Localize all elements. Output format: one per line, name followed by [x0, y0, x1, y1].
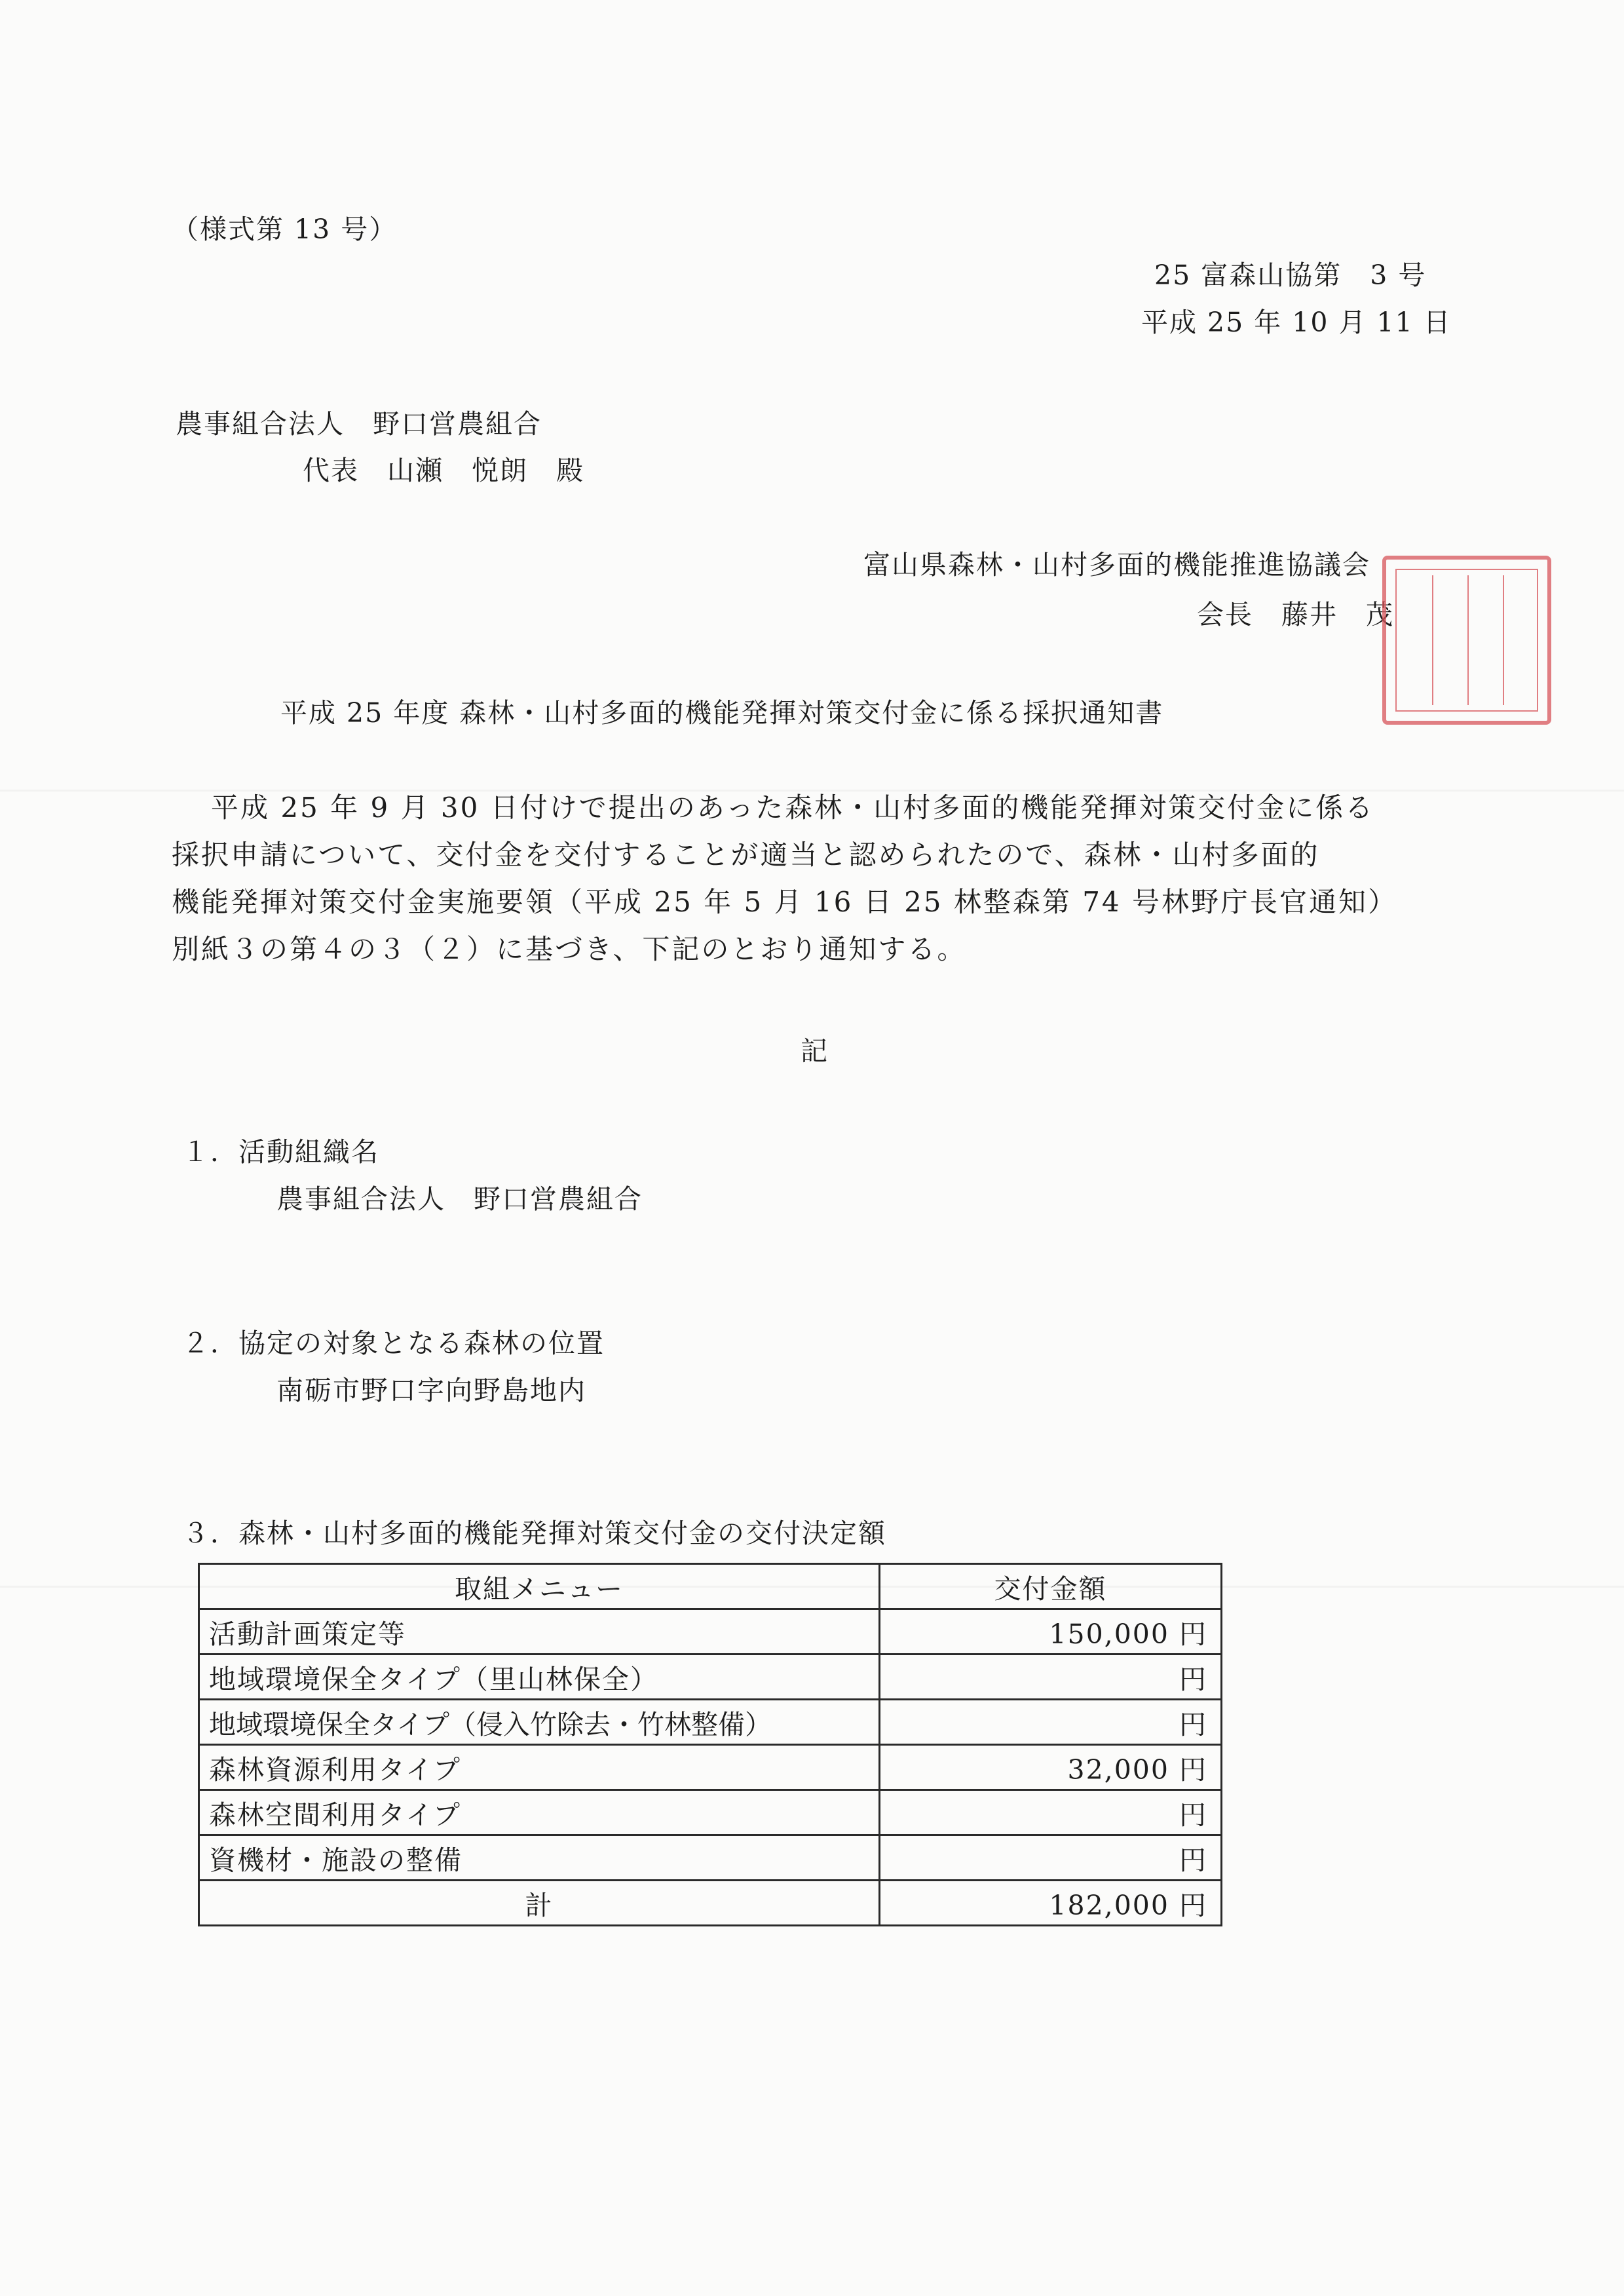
table-row: [199, 1745, 1222, 1790]
section-heading: ２．協定の対象となる森林の位置: [182, 1328, 605, 1359]
menu-cell: 森林空間利用タイプ: [199, 1790, 880, 1835]
section-heading: １．活動組織名: [182, 1136, 379, 1168]
grant-amount-table: [198, 1563, 1222, 1926]
ki-marker: 記: [801, 1035, 829, 1067]
column-header-menu: 取組メニュー: [199, 1564, 880, 1609]
menu-cell: 地域環境保全タイプ（里山林保全）: [199, 1655, 880, 1700]
menu-cell: 森林資源利用タイプ: [199, 1745, 880, 1790]
form-number: （様式第 13 号）: [172, 214, 398, 245]
table-row: [199, 1655, 1222, 1700]
table-row: [199, 1835, 1222, 1881]
table-row: [199, 1790, 1222, 1835]
addressee-representative: 代表 山瀬 悦朗 殿: [303, 455, 584, 486]
document-reference: 25 富森山協第 3 号: [1154, 259, 1427, 291]
table-total-row: [199, 1881, 1222, 1926]
section-value: 南砺市野口字向野島地内: [276, 1375, 586, 1406]
amount-cell: 円: [880, 1700, 1222, 1745]
menu-cell: 地域環境保全タイプ（侵入竹除去・竹林整備）: [199, 1700, 880, 1745]
menu-cell: 活動計画策定等: [199, 1609, 880, 1655]
table-row: [199, 1609, 1222, 1655]
section-heading: ３．森林・山村多面的機能発揮対策交付金の交付決定額: [182, 1518, 886, 1549]
official-seal: [1382, 556, 1551, 725]
amount-cell: 円: [880, 1835, 1222, 1881]
amount-cell: 円: [880, 1655, 1222, 1700]
amount-cell: 32,000 円: [880, 1745, 1222, 1790]
amount-cell: 150,000 円: [880, 1609, 1222, 1655]
addressee-organization: 農事組合法人 野口営農組合: [176, 408, 542, 440]
table-header-row: [199, 1564, 1222, 1609]
body-text-line: 平成 25 年 9 月 30 日付けで提出のあった森林・山村多面的機能発揮対策交付金に係る: [211, 792, 1375, 824]
total-label-cell: 計: [199, 1881, 880, 1926]
amount-cell: 円: [880, 1790, 1222, 1835]
sender-organization: 富山県森林・山村多面的機能推進協議会: [863, 549, 1370, 581]
body-text-line: 機能発揮対策交付金実施要領（平成 25 年 5 月 16 日 25 林整森第 74 号林野庁長官通知）: [172, 886, 1398, 918]
section-value: 農事組合法人 野口営農組合: [276, 1183, 643, 1215]
body-text-line: 別紙３の第４の３（２）に基づき、下記のとおり通知する。: [172, 933, 967, 965]
total-amount-cell: 182,000 円: [880, 1881, 1222, 1926]
body-text-line: 採択申請について、交付金を交付することが適当と認められたので、森林・山村多面的: [172, 839, 1320, 871]
document-title: 平成 25 年度 森林・山村多面的機能発揮対策交付金に係る採択通知書: [280, 697, 1164, 729]
column-header-amount: 交付金額: [880, 1564, 1222, 1609]
document-date: 平成 25 年 10 月 11 日: [1141, 307, 1452, 338]
table-row: [199, 1700, 1222, 1745]
sender-representative: 会長 藤井 茂: [1197, 599, 1394, 630]
menu-cell: 資機材・施設の整備: [199, 1835, 880, 1881]
